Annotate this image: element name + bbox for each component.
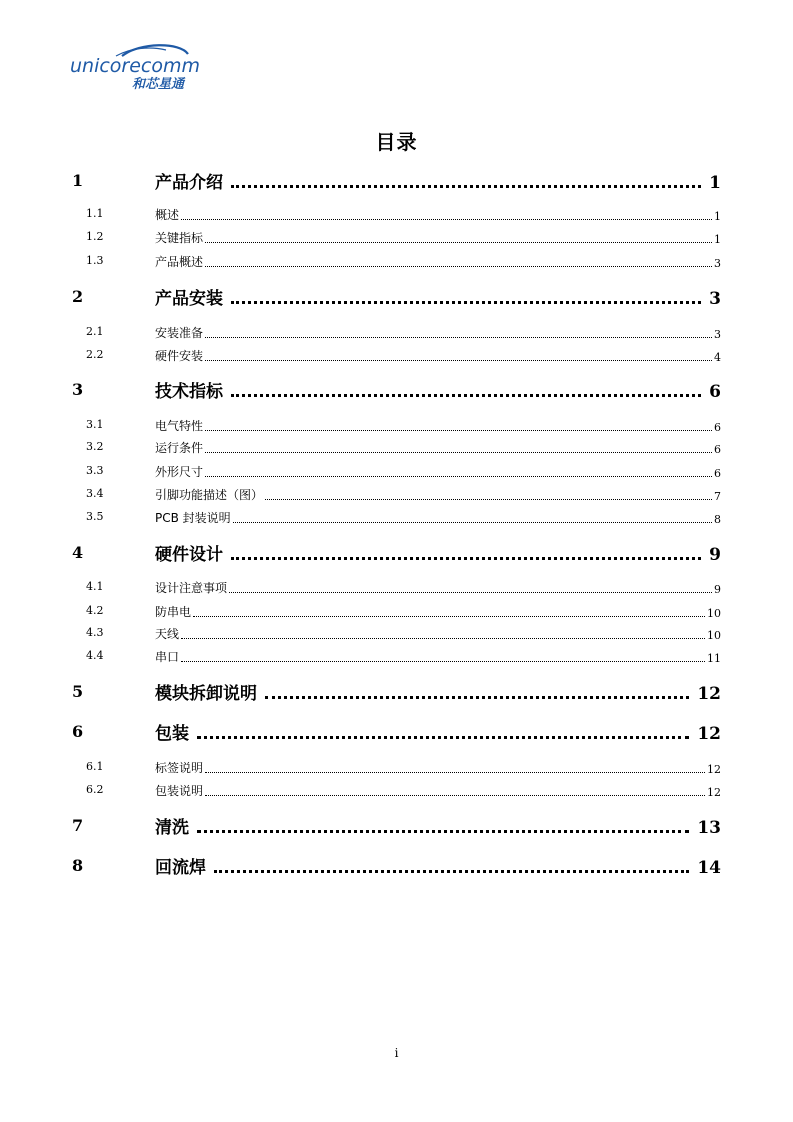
toc-entry-number: 3.1 bbox=[86, 418, 104, 431]
svg-text:和芯星通: 和芯星通 bbox=[132, 77, 185, 92]
toc-entry-line bbox=[155, 508, 721, 526]
toc-entry-title: 关键指标 bbox=[155, 231, 204, 245]
toc-entry-number: 4.1 bbox=[86, 580, 104, 593]
toc-entry-page: 6 bbox=[714, 443, 721, 456]
toc-dot-leader bbox=[193, 616, 705, 617]
toc-dot-leader bbox=[181, 638, 705, 639]
toc-entry-page: 8 bbox=[714, 513, 721, 526]
toc-entry-number: 8 bbox=[72, 856, 84, 875]
toc-entry-title: PCB 封装说明 bbox=[155, 511, 231, 525]
toc-entry-line bbox=[155, 485, 721, 503]
toc-entry-number: 4 bbox=[72, 543, 84, 562]
toc-entry-title: 硬件安装 bbox=[155, 349, 204, 363]
toc-entry-page: 6 bbox=[714, 467, 721, 480]
toc-section-entry[interactable] bbox=[0, 323, 793, 341]
toc-entry-title: 设计注意事项 bbox=[155, 581, 228, 595]
toc-dot-leader bbox=[265, 696, 689, 699]
toc-entry-page: 11 bbox=[707, 652, 721, 665]
toc-entry-title: 串口 bbox=[155, 650, 180, 664]
toc-section-entry[interactable] bbox=[0, 781, 793, 799]
toc-entry-page: 10 bbox=[707, 607, 721, 620]
toc-entry-page: 10 bbox=[707, 629, 721, 642]
toc-entry-number: 3.5 bbox=[86, 510, 104, 523]
toc-dot-leader bbox=[233, 522, 712, 523]
toc-dot-leader bbox=[181, 219, 712, 220]
toc-entry-title: 天线 bbox=[155, 627, 180, 641]
toc-entry-title: 回流焊 bbox=[155, 858, 206, 878]
toc-dot-leader bbox=[205, 772, 705, 773]
toc-chapter-entry[interactable] bbox=[0, 720, 793, 744]
toc-section-entry[interactable] bbox=[0, 228, 793, 246]
toc-entry-number: 2.2 bbox=[86, 348, 104, 361]
toc-section-entry[interactable] bbox=[0, 205, 793, 223]
toc-entry-line bbox=[155, 854, 721, 878]
toc-entry-line bbox=[155, 602, 721, 620]
toc-entry-number: 1.3 bbox=[86, 254, 104, 267]
toc-entry-title: 模块拆卸说明 bbox=[155, 684, 257, 704]
toc-section-entry[interactable] bbox=[0, 438, 793, 456]
page-number: i bbox=[394, 1046, 399, 1060]
toc-entry-page: 3 bbox=[714, 257, 721, 270]
toc-section-entry[interactable] bbox=[0, 252, 793, 270]
toc-entry-title: 技术指标 bbox=[155, 382, 223, 402]
toc-entry-page: 12 bbox=[707, 786, 721, 799]
toc-entry-page: 1 bbox=[709, 173, 721, 193]
toc-entry-number: 4.2 bbox=[86, 604, 104, 617]
toc-entry-page: 6 bbox=[714, 421, 721, 434]
toc-entry-title: 外形尺寸 bbox=[155, 465, 204, 479]
toc-entry-line bbox=[155, 378, 721, 402]
toc-entry-page: 12 bbox=[697, 684, 721, 704]
toc-entry-title: 电气特性 bbox=[155, 419, 204, 433]
toc-entry-number: 3.3 bbox=[86, 464, 104, 477]
toc-entry-number: 6.1 bbox=[86, 760, 104, 773]
toc-entry-number: 3.4 bbox=[86, 487, 104, 500]
toc-entry-number: 1.2 bbox=[86, 230, 104, 243]
toc-entry-page: 12 bbox=[697, 724, 721, 744]
toc-entry-number: 7 bbox=[72, 816, 84, 835]
toc-title: 目录 bbox=[375, 130, 418, 154]
toc-dot-leader bbox=[231, 557, 701, 560]
toc-entry-title: 安装准备 bbox=[155, 326, 204, 340]
toc-entry-title: 引脚功能描述（图） bbox=[155, 488, 264, 502]
toc-entry-title: 防串电 bbox=[155, 605, 192, 619]
toc-entry-number: 2 bbox=[72, 287, 84, 306]
toc-dot-leader bbox=[205, 452, 712, 453]
toc-entry-number: 6 bbox=[72, 722, 84, 741]
toc-dot-leader bbox=[197, 736, 689, 739]
toc-entry-title: 概述 bbox=[155, 208, 180, 222]
toc-dot-leader bbox=[231, 301, 701, 304]
toc-entry-page: 13 bbox=[697, 818, 721, 838]
toc-dot-leader bbox=[214, 870, 689, 873]
toc-entry-line bbox=[155, 758, 721, 776]
toc-entry-line bbox=[155, 285, 721, 309]
toc-entry-number: 6.2 bbox=[86, 783, 104, 796]
toc-entry-line bbox=[155, 323, 721, 341]
toc-entry-number: 2.1 bbox=[86, 325, 104, 338]
toc-section-entry[interactable] bbox=[0, 508, 793, 526]
toc-entry-line bbox=[155, 541, 721, 565]
toc-entry-number: 4.4 bbox=[86, 649, 104, 662]
toc-entry-page: 6 bbox=[709, 382, 721, 402]
toc-entry-title: 包装 bbox=[155, 724, 189, 744]
toc-section-entry[interactable] bbox=[0, 602, 793, 620]
toc-entry-line bbox=[155, 781, 721, 799]
toc-entry-line bbox=[155, 814, 721, 838]
toc-entry-page: 12 bbox=[707, 763, 721, 776]
toc-entry-line bbox=[155, 346, 721, 364]
toc-section-entry[interactable] bbox=[0, 647, 793, 665]
toc-entry-title: 包装说明 bbox=[155, 784, 204, 798]
toc-chapter-entry[interactable] bbox=[0, 854, 793, 878]
toc-dot-leader bbox=[181, 661, 705, 662]
toc-dot-leader bbox=[265, 499, 712, 500]
toc-chapter-entry[interactable] bbox=[0, 378, 793, 402]
toc-entry-title: 产品概述 bbox=[155, 255, 204, 269]
toc-entry-number: 4.3 bbox=[86, 626, 104, 639]
toc-entry-title: 产品介绍 bbox=[155, 173, 223, 193]
toc-entry-page: 9 bbox=[709, 545, 721, 565]
toc-entry-page: 1 bbox=[714, 210, 721, 223]
toc-dot-leader bbox=[197, 830, 689, 833]
toc-entry-page: 4 bbox=[714, 351, 721, 364]
toc-entry-line bbox=[155, 228, 721, 246]
toc-chapter-entry[interactable] bbox=[0, 541, 793, 565]
toc-chapter-entry[interactable] bbox=[0, 169, 793, 193]
toc-dot-leader bbox=[231, 394, 701, 397]
toc-entry-line bbox=[155, 438, 721, 456]
toc-entry-page: 3 bbox=[714, 328, 721, 341]
toc-entry-title: 产品安装 bbox=[155, 289, 223, 309]
toc-entry-number: 3 bbox=[72, 380, 84, 399]
toc-entry-title: 运行条件 bbox=[155, 441, 204, 455]
unicorecomm-logo bbox=[70, 42, 210, 92]
toc-entry-line bbox=[155, 578, 721, 596]
toc-dot-leader bbox=[205, 266, 712, 267]
toc-section-entry[interactable] bbox=[0, 758, 793, 776]
toc-section-entry[interactable] bbox=[0, 485, 793, 503]
toc-dot-leader bbox=[231, 185, 701, 188]
toc-entry-title: 硬件设计 bbox=[155, 545, 223, 565]
toc-dot-leader bbox=[205, 430, 712, 431]
toc-entry-page: 9 bbox=[714, 583, 721, 596]
toc-entry-line bbox=[155, 647, 721, 665]
toc-entry-line bbox=[155, 680, 721, 704]
toc-entry-page: 14 bbox=[697, 858, 721, 878]
toc-entry-line bbox=[155, 462, 721, 480]
toc-dot-leader bbox=[205, 476, 712, 477]
toc-dot-leader bbox=[205, 242, 712, 243]
toc-entry-title: 清洗 bbox=[155, 818, 189, 838]
toc-entry-page: 7 bbox=[714, 490, 721, 503]
toc-chapter-entry[interactable] bbox=[0, 814, 793, 838]
toc-section-entry[interactable] bbox=[0, 416, 793, 434]
toc-entry-number: 5 bbox=[72, 682, 84, 701]
toc-entry-number: 1 bbox=[72, 171, 84, 190]
toc-entry-page: 3 bbox=[709, 289, 721, 309]
toc-entry-line bbox=[155, 205, 721, 223]
toc-entry-title: 标签说明 bbox=[155, 761, 204, 775]
toc-chapter-entry[interactable] bbox=[0, 680, 793, 704]
toc-dot-leader bbox=[229, 592, 712, 593]
toc-dot-leader bbox=[205, 360, 712, 361]
toc-entry-number: 1.1 bbox=[86, 207, 104, 220]
toc-chapter-entry[interactable] bbox=[0, 285, 793, 309]
toc-entry-number: 3.2 bbox=[86, 440, 104, 453]
toc-section-entry[interactable] bbox=[0, 462, 793, 480]
toc-section-entry[interactable] bbox=[0, 346, 793, 364]
toc-dot-leader bbox=[205, 795, 705, 796]
toc-section-entry[interactable] bbox=[0, 578, 793, 596]
svg-text:unicorecomm: unicorecomm bbox=[70, 55, 201, 77]
toc-entry-line bbox=[155, 169, 721, 193]
toc-entry-line bbox=[155, 416, 721, 434]
toc-section-entry[interactable] bbox=[0, 624, 793, 642]
toc-entry-line bbox=[155, 720, 721, 744]
toc-dot-leader bbox=[205, 337, 712, 338]
toc-entry-line bbox=[155, 624, 721, 642]
toc-entry-page: 1 bbox=[714, 233, 721, 246]
toc-entry-line bbox=[155, 252, 721, 270]
